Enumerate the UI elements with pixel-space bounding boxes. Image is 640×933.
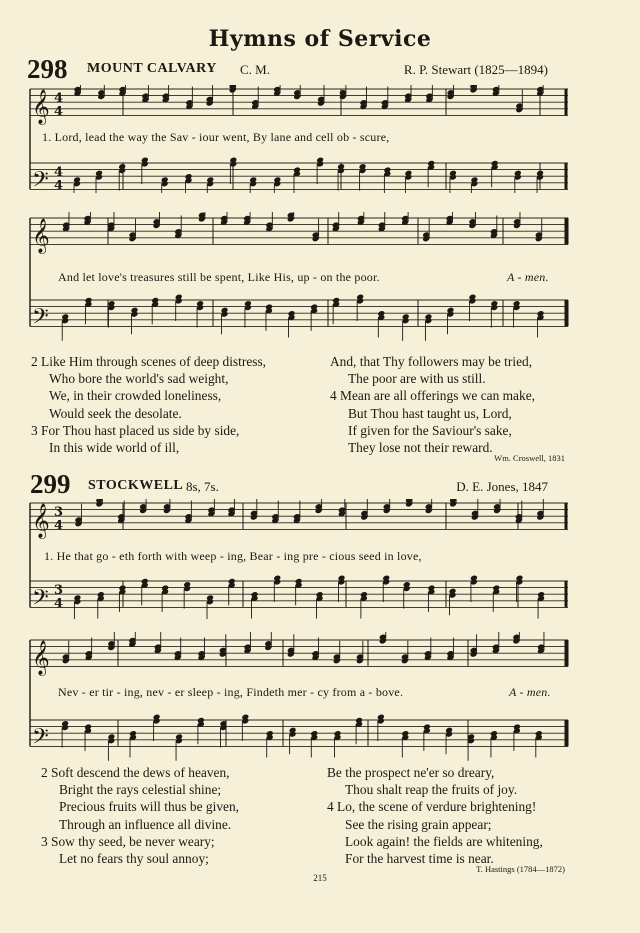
verses-left bbox=[41, 764, 239, 867]
meter: C. M. bbox=[240, 62, 270, 77]
composer: D. E. Jones, 1847 bbox=[456, 479, 548, 494]
hymn-number: 299 bbox=[30, 469, 71, 499]
verse-line: Look again! the fields are whitening, bbox=[345, 833, 543, 849]
verse-line: For the harvest time is near. bbox=[345, 851, 494, 867]
verse-line: In this wide world of ill, bbox=[49, 440, 180, 456]
verse-line: But Thou hast taught us, Lord, bbox=[348, 405, 512, 421]
verse-line: We, in their crowded loneliness, bbox=[49, 388, 222, 404]
tune-name: MOUNT CALVARY bbox=[87, 61, 217, 76]
time-signature: 4 bbox=[54, 596, 64, 612]
verse-line: Let no fears thy soul annoy; bbox=[59, 851, 209, 867]
treble-clef-icon: 𝄞 bbox=[32, 89, 50, 125]
hymn-number: 298 bbox=[27, 54, 68, 84]
verse-line: They lose not their reward. bbox=[348, 440, 493, 456]
treble-clef-icon: 𝄞 bbox=[32, 503, 50, 539]
verses-right bbox=[327, 764, 543, 867]
verse-line: See the rising grain appear; bbox=[345, 816, 492, 832]
treble-clef-icon: 𝄞 bbox=[32, 218, 50, 254]
verse-line: If given for the Saviour's sake, bbox=[348, 422, 512, 438]
verse-line: The poor are with us still. bbox=[348, 371, 486, 387]
treble-clef-icon: 𝄞 bbox=[32, 640, 50, 676]
time-signature: 3 bbox=[54, 505, 64, 521]
verse-line: Would seek the desolate. bbox=[49, 405, 182, 421]
verse-line: 2 Like Him through scenes of deep distress, bbox=[31, 354, 267, 369]
verse-line: 4 Mean are all offerings we can make, bbox=[330, 388, 535, 404]
verse-line: 3 Sow thy seed, be never weary; bbox=[41, 833, 215, 849]
bass-clef-icon: 𝄢 bbox=[32, 304, 49, 335]
composer: R. P. Stewart (1825—1894) bbox=[403, 62, 548, 77]
bass-clef-icon: 𝄢 bbox=[32, 724, 49, 755]
text-credit: Wm. Croswell, 1831 bbox=[494, 453, 565, 463]
time-signature: 4 bbox=[54, 104, 64, 120]
lyric-line: And let love's treasures still be spent, Like His, up - on the poor. bbox=[58, 270, 380, 284]
time-signature: 4 bbox=[54, 165, 64, 181]
verse-line: Be the prospect ne'er so dreary, bbox=[327, 765, 495, 780]
text-credit: T. Hastings (1784—1872) bbox=[476, 864, 565, 874]
page-header: Hymns of Service bbox=[208, 26, 432, 52]
verse-line: Precious fruits will thus be given, bbox=[59, 799, 240, 815]
page-number: 215 bbox=[313, 873, 327, 883]
verses-right bbox=[330, 353, 535, 456]
bass-clef-icon: 𝄢 bbox=[32, 585, 49, 616]
time-signature: 4 bbox=[54, 91, 64, 107]
verse-line: 4 Lo, the scene of verdure brightening! bbox=[327, 799, 537, 815]
tune-name: STOCKWELL bbox=[88, 478, 184, 493]
bass-clef-icon: 𝄢 bbox=[32, 167, 49, 193]
verse-line: And, that Thy followers may be tried, bbox=[330, 354, 533, 369]
verses-left bbox=[31, 353, 266, 456]
verse-line: Thou shalt reap the fruits of joy. bbox=[345, 782, 518, 798]
verse-line: 2 Soft descend the dews of heaven, bbox=[41, 765, 230, 780]
lyric-line: 1. He that go - eth forth with weep - ing, Bear - ing pre - cious seed in love, bbox=[44, 549, 422, 563]
time-signature: 4 bbox=[54, 518, 64, 534]
lyric-line: 1. Lord, lead the way the Sav - iour went, By lane and cell ob - scure, bbox=[42, 130, 390, 144]
verse-line: Who bore the world's sad weight, bbox=[49, 371, 229, 387]
meter: 8s, 7s. bbox=[186, 479, 219, 494]
verse-line: 3 For Thou hast placed us side by side, bbox=[31, 422, 240, 438]
time-signature: 4 bbox=[54, 178, 64, 193]
amen-text: A - men. bbox=[509, 685, 551, 699]
verse-line: Through an influence all divine. bbox=[59, 816, 232, 832]
verse-line: Bright the rays celestial shine; bbox=[59, 782, 222, 798]
amen-text: A - men. bbox=[507, 270, 549, 284]
lyric-line: Nev - er tir - ing, nev - er sleep - ing, Findeth mer - cy from a - bove. bbox=[58, 685, 404, 699]
time-signature: 3 bbox=[54, 583, 64, 599]
